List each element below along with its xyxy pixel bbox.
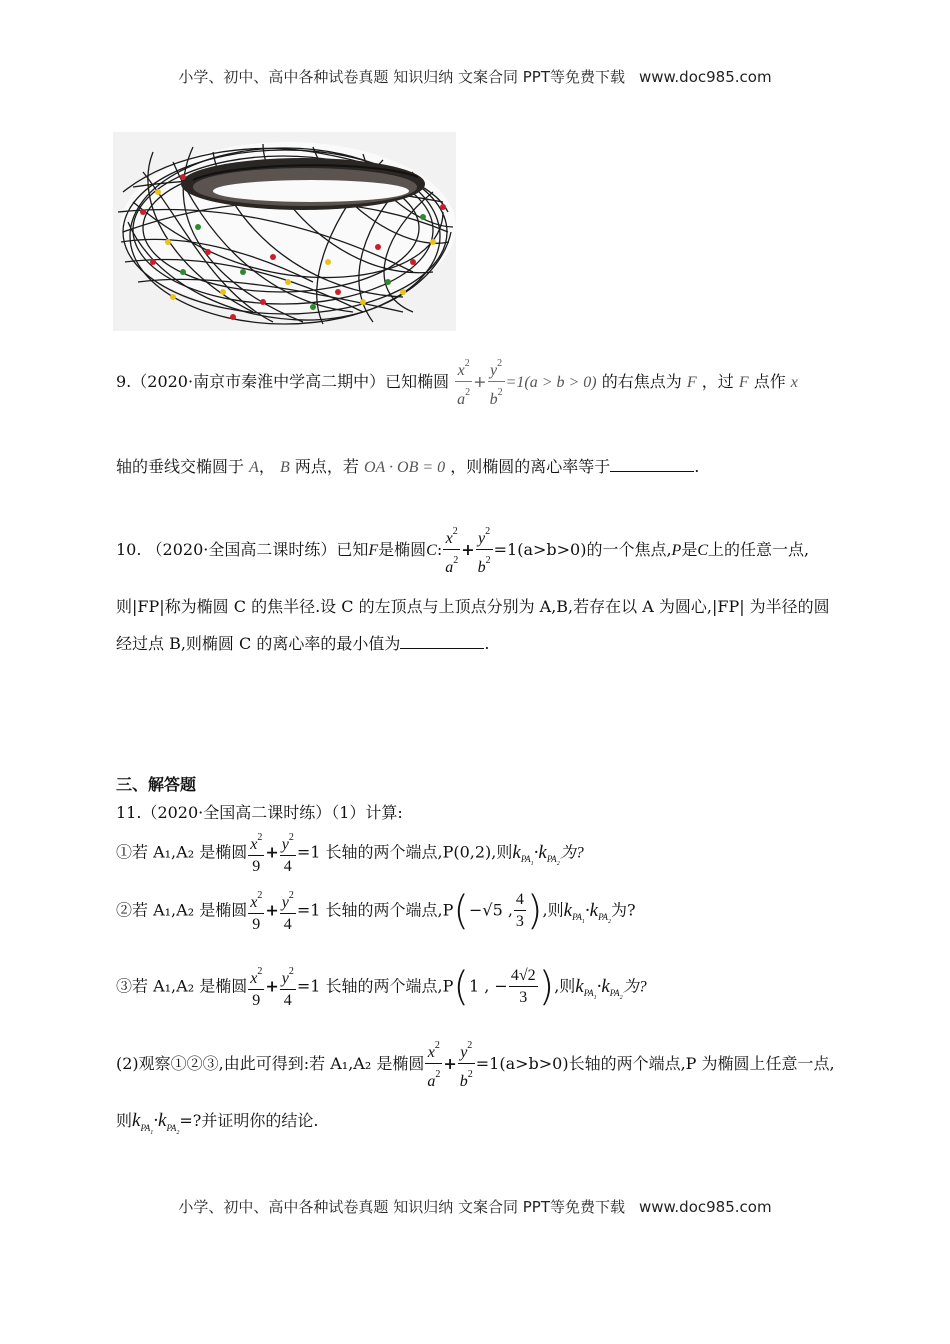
q9-line2-b: 两点，若	[294, 457, 359, 476]
q9-fraction-y: $\frac{y^2}{b^2}$	[488, 354, 505, 411]
footer-url: www.doc985.com	[638, 1198, 772, 1216]
q11-part2-slope-product: $k_{PA_1}\cdot k_{PA_2}$	[132, 1110, 180, 1136]
header-text: 小学、初中、高中各种试卷真题 知识归纳 文案合同 PPT等免费下载	[178, 68, 625, 86]
q10-f: F	[368, 542, 379, 559]
q9-equation-rhs: =1(a > b > 0)	[505, 374, 597, 391]
q11-item3-prefix: ③若 A₁,A₂ 是椭圆	[116, 976, 248, 996]
q9-line2-a: 轴的垂线交椭圆于	[116, 457, 245, 476]
q11-item2-end: ,则	[542, 900, 564, 920]
q11-item3-frac-y: $\frac{y^2}{4}$	[280, 962, 296, 1012]
q9-text-mid2: ，过	[701, 372, 734, 391]
q9-fraction-x: $\frac{x^2}{a^2}$	[455, 354, 472, 411]
q11-item2-slope-product: $k_{PA_1}\cdot k_{PA_2}$	[563, 899, 611, 926]
q10-line3-text: 经过点 B,则椭圆 C 的离心率的最小值为	[116, 634, 401, 653]
q11-part2-frac-y: $\frac{y^2}{b^2}$	[458, 1036, 475, 1093]
q9-line2-end: .	[694, 457, 700, 476]
q10-answer-blank[interactable]	[400, 634, 484, 649]
q11-item1: ①若 A₁,A₂ 是椭圆 $\frac{x^2}{9}$ + $\frac{y^2}{4}$ =1 长轴的两个端点,P(0,2),则$k_{PA_1}\cdot k_{PA_2}$为?	[116, 828, 584, 878]
q11-item2-q: 为?	[610, 900, 636, 920]
page-footer	[0, 1196, 950, 1217]
q9-focus: F	[686, 374, 697, 391]
q11-item3-lparen: (	[453, 964, 469, 1010]
q9-axis: x	[790, 374, 798, 391]
q10-c-2: C	[697, 542, 709, 559]
q11-title	[116, 802, 403, 824]
q11-item1-prefix: ①若 A₁,A₂ 是椭圆	[116, 842, 248, 862]
q10-p: P	[671, 542, 682, 559]
section-title: 三、解答题	[116, 775, 197, 794]
q11-item3-mid: =1 长轴的两个端点,P	[296, 976, 454, 996]
q11-part2-line2-prefix: 则	[116, 1111, 133, 1130]
q10-line2-text: 则|FP|称为椭圆 C 的焦半径.设 C 的左顶点与上顶点分别为 A,B,若存在以 A 为圆心,|FP| 为半径的圆	[116, 597, 830, 616]
q10-line1: 10. （2020·全国高二课时练）已知F是椭圆C: $\frac{x^2}{a^2}$ + $\frac{y^2}{b^2}$ =1(a>b>0)的一个焦点,P是C上的任意一点,	[116, 522, 809, 579]
q11-item2-frac-y: $\frac{y^2}{4}$	[280, 886, 296, 936]
q11-part2-line2	[116, 1110, 318, 1144]
q11-item2-lparen: (	[453, 888, 469, 934]
q11-item1-frac-x: $\frac{x^2}{9}$	[248, 828, 264, 878]
q9-answer-blank[interactable]	[610, 457, 694, 472]
q9-point-b: B	[279, 459, 290, 476]
q9-line1: 9.（2020·南京市秦淮中学高二期中）已知椭圆 $\frac{x^2}{a^2}$ + $\frac{y^2}{b^2}$ =1(a > b > 0) 的右焦点为 F ，过 F 点作 x	[116, 354, 798, 411]
q11-item3-frac-root2: $\frac{4√2}{3}$	[510, 966, 536, 1006]
q11-item3-q: 为?	[622, 978, 647, 996]
q11-title-text: 11.（2020·全国高二课时练）（1）计算:	[116, 803, 403, 822]
q11-part2-line2-end: =?并证明你的结论.	[179, 1111, 319, 1130]
q10-b: 是椭圆	[378, 540, 427, 559]
q11-item2-coord: −√5 ,	[468, 900, 513, 920]
q11-item2-mid: =1 长轴的两个端点,P	[296, 900, 454, 920]
q11-item1-mid: =1 长轴的两个端点,P(0,2),则	[296, 842, 513, 862]
q10-line3	[116, 633, 489, 655]
q11-item1-slope-product: $k_{PA_1}\cdot k_{PA_2}$	[512, 841, 560, 868]
footer-text: 小学、初中、高中各种试卷真题 知识归纳 文案合同 PPT等免费下载	[178, 1198, 625, 1216]
q11-part2-mid: =1(a>b>0)长轴的两个端点,P 为椭圆上任意一点,	[475, 1054, 835, 1073]
q11-item3-coord: 1 , −	[468, 976, 508, 996]
q11-item1-end: 为?	[559, 844, 584, 862]
q11-item2: ②若 A₁,A₂ 是椭圆 $\frac{x^2}{9}$ + $\frac{y^2}{4}$ =1 长轴的两个端点,P(−√5 , $\frac{4}{3}$ ),则$k_{PA_1}\cdot k_{PA_2}$为?	[116, 888, 636, 934]
q10-line3-end: .	[484, 634, 490, 653]
q10-e: 上的任意一点,	[708, 540, 810, 559]
q11-item2-rparen: )	[526, 888, 543, 934]
q9-dot-condition: OA · OB = 0	[363, 459, 446, 476]
header-url: www.doc985.com	[638, 68, 772, 86]
q9-line2: 轴的垂线交椭圆于 A， B 两点，若 OA · OB = 0 ，则椭圆的离心率等于 .	[116, 457, 700, 476]
q11-item3-slope-product: $k_{PA_1}\cdot k_{PA_2}$	[575, 975, 623, 1002]
q10-line2	[116, 596, 830, 618]
page-header	[0, 66, 950, 87]
q9-line2-c: ，则椭圆的离心率等于	[450, 457, 611, 476]
q10-prefix: 10. （2020·全国高二课时练）已知	[116, 540, 369, 559]
q11-part2-frac-x: $\frac{x^2}{a^2}$	[425, 1036, 442, 1093]
q11-item3-rparen: )	[538, 964, 555, 1010]
q10-c: C	[426, 542, 437, 559]
q11-item2-frac-43: $\frac{4}{3}$	[515, 890, 524, 930]
q9-point-a: A	[249, 459, 259, 476]
q11-item3: ③若 A₁,A₂ 是椭圆 $\frac{x^2}{9}$ + $\frac{y^2}{4}$ =1 长轴的两个端点,P(1 , − $\frac{4√2}{3}$ ),则$k_{PA_1}\cdot k_{PA_2}$为?	[116, 964, 647, 1010]
q9-text-mid: 的右焦点为	[601, 372, 682, 391]
q10-rhs: =1(a>b>0)的一个焦点,	[493, 540, 672, 559]
q9-text-end: 点作	[753, 372, 786, 391]
q11-part2-prefix: (2)观察①②③,由此可得到:若 A₁,A₂ 是椭圆	[116, 1054, 425, 1073]
q11-item1-frac-y: $\frac{y^2}{4}$	[280, 828, 296, 878]
q9-focus-2: F	[738, 374, 749, 391]
q10-fraction-x: $\frac{x^2}{a^2}$	[443, 522, 460, 579]
q11-item2-prefix: ②若 A₁,A₂ 是椭圆	[116, 900, 248, 920]
q9-text-prefix: 9.（2020·南京市秦淮中学高二期中）已知椭圆	[116, 372, 450, 391]
q11-item3-frac-x: $\frac{x^2}{9}$	[248, 962, 264, 1012]
q10-d: 是	[681, 540, 698, 559]
q11-item3-end: ,则	[554, 976, 576, 996]
q10-fraction-y: $\frac{y^2}{b^2}$	[476, 522, 493, 579]
woven-ring-sculpture-image	[113, 132, 456, 331]
q11-part2-line1: (2)观察①②③,由此可得到:若 A₁,A₂ 是椭圆 $\frac{x^2}{a^2}$ + $\frac{y^2}{b^2}$ =1(a>b>0)长轴的两个端点,P 为椭圆上任意一点,	[116, 1036, 835, 1093]
q11-item2-frac-x: $\frac{x^2}{9}$	[248, 886, 264, 936]
